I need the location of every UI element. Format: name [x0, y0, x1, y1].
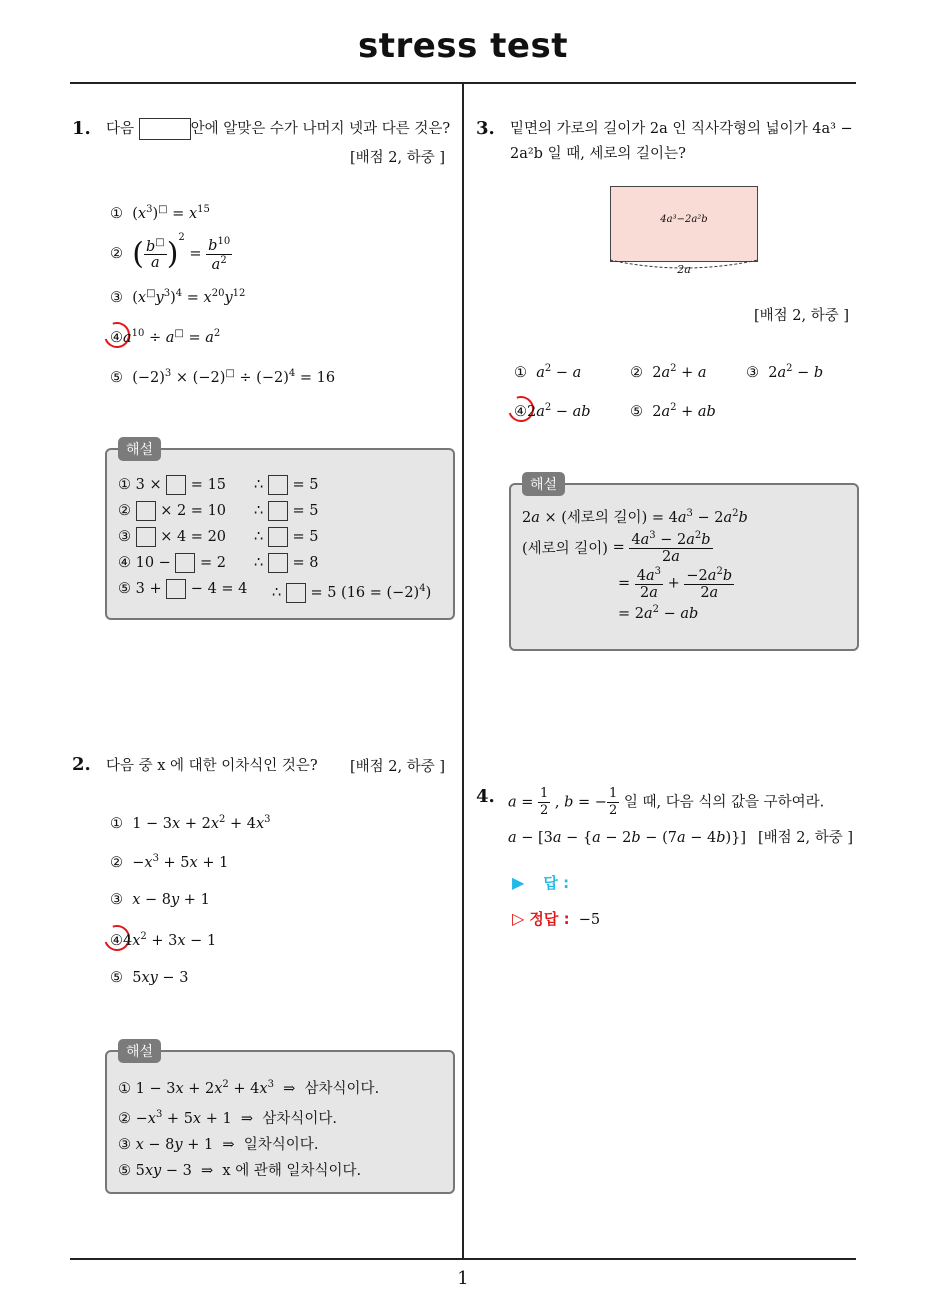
q2-solution-tag: 해설	[118, 1039, 161, 1063]
q2-option-2[interactable]: ② $-x^3 + 5x + 1$	[110, 853, 229, 871]
q3-number: 3.	[476, 118, 495, 139]
correct-answer-row	[512, 908, 600, 929]
q2-text: 다음 중 x 에 대한 이차식인 것은?	[106, 758, 318, 774]
q2-solution-lines: ① $1 - 3x + 2x^2 + 4x^3$ ⇒ 삼차식이다. ② $-x^3 + 5x + 1$ ⇒ 삼차식이다. ③ x − 8y + 1 ⇒ 일차식이다. ⑤ 5xy − 3 ⇒ x 에 관해 일차식이다.	[118, 1079, 380, 1179]
q2-option-4[interactable]: $④4x^2 + 3x - 1$	[110, 931, 217, 949]
q2-option-3[interactable]: ③ x − 8y + 1	[110, 892, 210, 908]
correct-value: −5	[578, 912, 601, 928]
q1-meta: [배점 2, 하중 ]	[350, 150, 446, 166]
q1-option-4[interactable]: $④a^{10} \div a^□ = a^2$	[110, 328, 221, 346]
column-divider	[462, 84, 464, 1260]
q3-solution-tag: 해설	[522, 472, 565, 496]
q1-solution-lines: ① 3 × = 15 ∴ = 5 ② × 2 = 10 ∴ = 5 ③ × 4 = 20 ∴ = 5 ④ 10 − = 2 ∴ = 8 ⑤ 3 + − 4 = 4 ∴ = 5 $(16 = (-2)^4)$	[118, 477, 432, 601]
correct-label: 정답 :	[529, 910, 570, 928]
q2-option-5[interactable]: ⑤ 5xy − 3	[110, 970, 189, 986]
q4-number: 4.	[476, 786, 495, 807]
q1-option-2[interactable]: ② ( $\frac{b^□}{a}$ )$^2$ = $\frac{b^{10}}{a^2}$	[110, 232, 231, 273]
q3-area-label: 4a³−2a²b	[660, 214, 708, 225]
q3-option-2[interactable]: ② $2a^2 + a$	[630, 363, 707, 381]
q1-option-5[interactable]: ⑤ $(-2)^3 \times (-2)^□ \div (-2)^4 = 16$	[110, 368, 336, 386]
q3-option-3[interactable]: ③ $2a^2 - b$	[746, 363, 824, 381]
q1-text: 다음 안에 알맞은 수가 나머지 넷과 다른 것은?	[106, 117, 450, 141]
q4-expression: a − [3a − {a − 2b − (7a − 4b)}]	[508, 830, 747, 846]
q3-option-5[interactable]: ⑤ $2a^2$ + ab	[630, 402, 716, 420]
q4-condition: a = $\frac{1}{2}$ , b = − $\frac{1}{2}$ 일 때, 다음 식의 값을 구하여라.	[508, 786, 825, 818]
q3-option-1[interactable]: ① $a^2 - a$	[514, 363, 582, 381]
outline-triangle-icon: ▷	[512, 909, 525, 928]
q3-meta: [배점 2, 하중 ]	[754, 308, 850, 324]
answer-row[interactable]	[512, 872, 569, 893]
footer-rule	[70, 1258, 856, 1260]
page-title: stress test	[358, 26, 568, 66]
q3-text-line2: 2a²b 일 때, 세로의 길이는?	[510, 146, 686, 162]
q3-solution-line1: 2a × (세로의 길이) = $4a^3 - 2a^2b$	[522, 508, 748, 526]
q3-option-4[interactable]: $④2a^2$ − ab	[514, 402, 591, 420]
q1-option-3[interactable]: ③ $(x^□y^3)^4 = x^{20}y^{12}$	[110, 288, 246, 306]
q3-solution-line4: = $2a^2$ − ab	[618, 604, 699, 622]
q2-number: 2.	[72, 754, 91, 775]
q1-option-1[interactable]: ① $(x^3)^□ = x^{15}$	[110, 204, 210, 222]
answer-label: 답 :	[543, 874, 570, 892]
blank-box	[139, 118, 191, 140]
q1-solution-tag: 해설	[118, 437, 161, 461]
q2-option-1[interactable]: ① $1 - 3x + 2x^2 + 4x^3$	[110, 814, 271, 832]
play-triangle-icon: ▶	[512, 873, 525, 892]
q3-text-line1: 밑면의 가로의 길이가 2a 인 직사각형의 넓이가 4a³ −	[510, 121, 853, 137]
q1-number: 1.	[72, 118, 91, 139]
q3-solution-line3: = $\frac{4a^3}{2a}$ + $\frac{-2a^2b}{2a}$	[618, 566, 733, 601]
q4-meta: [배점 2, 하중 ]	[758, 830, 854, 846]
q3-width-label: 2a	[677, 263, 691, 276]
q3-solution-line2: (세로의 길이) = $\frac{4a^3 - 2a^2b}{2a}$	[522, 530, 711, 565]
page-number: 1	[457, 1268, 469, 1289]
q2-meta: [배점 2, 하중 ]	[350, 759, 446, 775]
